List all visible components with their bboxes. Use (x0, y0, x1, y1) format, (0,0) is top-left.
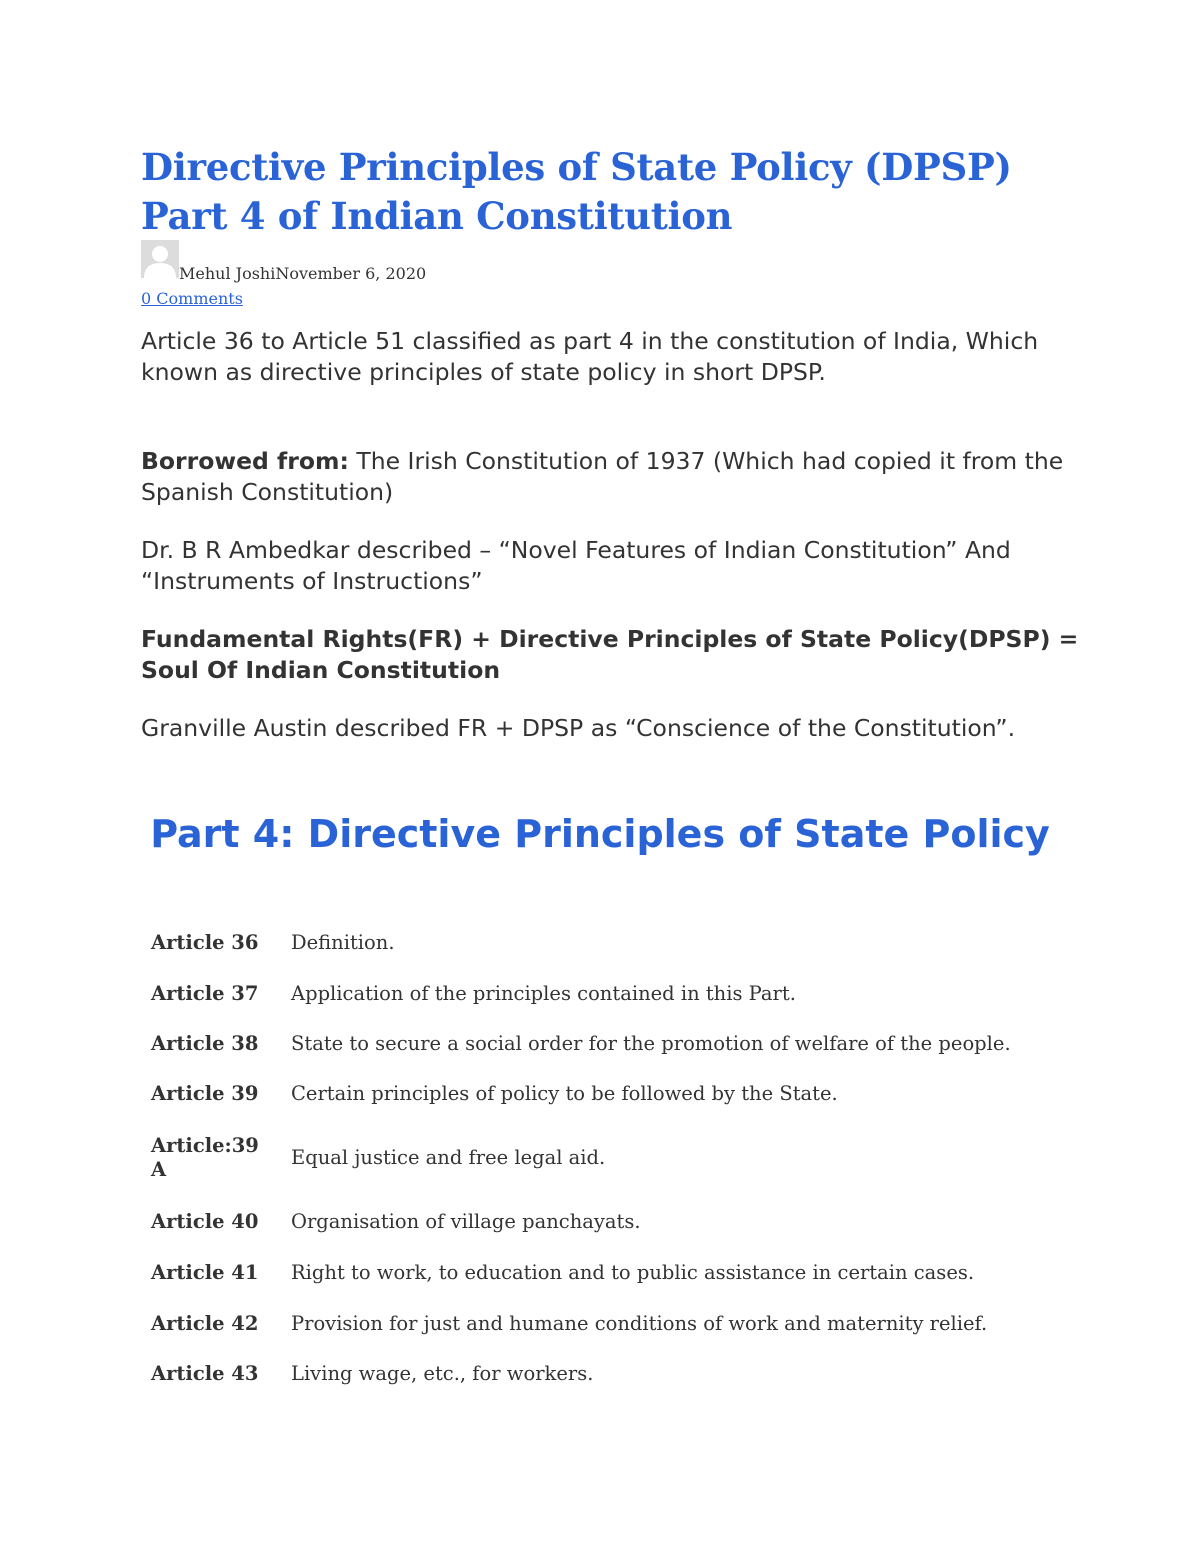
article-description: Provision for just and humane conditions of work and maternity relief. (291, 1312, 988, 1335)
table-row (141, 1247, 1081, 1299)
article-number: Article 36 (151, 931, 259, 954)
article-description: Right to work, to education and to public assistance in certain cases. (291, 1261, 975, 1284)
author-name[interactable]: Mehul Joshi (179, 264, 276, 283)
borrowed-text: The Irish Constitution of 1937 (Which had copied it from the Spanish Constitution) (141, 447, 1064, 506)
table-row (141, 917, 1081, 969)
post-date: November 6, 2020 (275, 264, 427, 283)
austin-paragraph: Granville Austin described FR + DPSP as “Conscience of the Constitution”. (141, 714, 1016, 742)
meta-line (179, 264, 426, 283)
intro-paragraph: Article 36 to Article 51 classified as part 4 in the constitution of India, Which known as directive principles of state policy in short DPSP. (141, 327, 1039, 386)
section-heading: Part 4: Directive Principles of State Policy (150, 812, 1050, 856)
article-description: State to secure a social order for the promotion of welfare of the people. (291, 1032, 1011, 1055)
article-description: Definition. (291, 931, 395, 954)
article-number: Article 37 (151, 982, 259, 1005)
article-number: Article 39 (151, 1082, 259, 1105)
article-number: Article:39 A (151, 1134, 259, 1181)
soul-paragraph: Fundamental Rights(FR) + Directive Principles of State Policy(DPSP) = Soul Of Indian Constitution (141, 625, 1079, 684)
article-description: Equal justice and free legal aid. (291, 1146, 606, 1169)
article-number: Article 43 (151, 1362, 259, 1385)
borrowed-label: Borrowed from: (141, 447, 349, 475)
borrowed-paragraph (141, 446, 1081, 508)
comments-link[interactable]: 0 Comments (141, 289, 243, 308)
article-description: Application of the principles contained in this Part. (291, 982, 796, 1005)
table-row (141, 1197, 1081, 1247)
table-row (141, 1069, 1081, 1119)
page-title: Directive Principles of State Policy (DPSP) Part 4 of Indian Constitution (141, 145, 1012, 238)
table-row (141, 1019, 1081, 1069)
article-description: Certain principles of policy to be followed by the State. (291, 1082, 838, 1105)
article-number: Article 38 (151, 1032, 259, 1055)
user-avatar-icon (141, 240, 179, 278)
table-row (141, 1119, 1081, 1197)
articles-table (141, 917, 1081, 1399)
table-row (141, 1299, 1081, 1349)
table-row (141, 969, 1081, 1019)
article-number: Article 41 (151, 1261, 259, 1284)
table-row (141, 1349, 1081, 1399)
article-number: Article 40 (151, 1210, 259, 1233)
article-number: Article 42 (151, 1312, 259, 1335)
article-description: Organisation of village panchayats. (291, 1210, 641, 1233)
ambedkar-paragraph: Dr. B R Ambedkar described – “Novel Features of Indian Constitution” And “Instruments of Instructions” (141, 536, 1011, 595)
article-description: Living wage, etc., for workers. (291, 1362, 594, 1385)
